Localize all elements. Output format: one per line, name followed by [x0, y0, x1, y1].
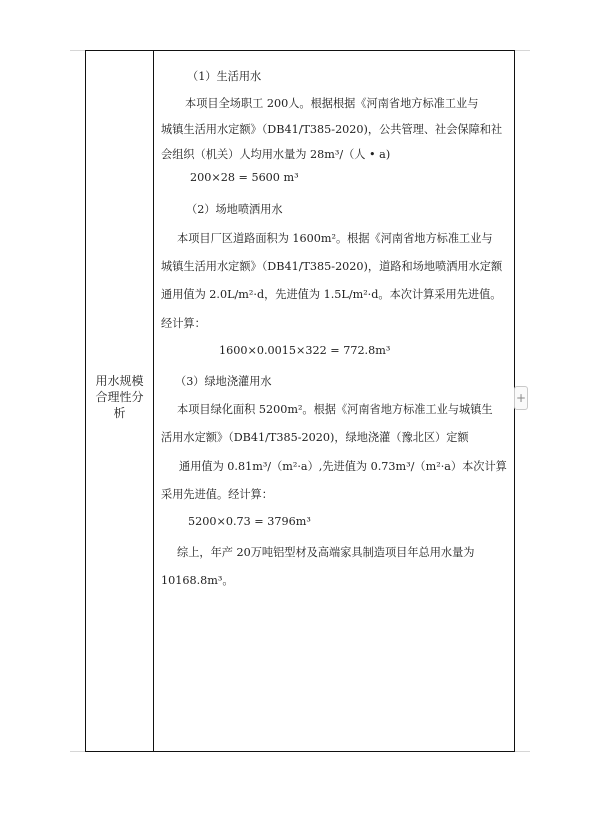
paragraph-line: 采用先进值。经计算：: [161, 488, 273, 501]
add-page-handle[interactable]: +: [514, 386, 528, 410]
column-divider: [153, 51, 154, 751]
summary-line: 10168.8m³。: [161, 574, 234, 587]
section-heading-green-irrigation: （3）绿地浇灌用水: [175, 375, 272, 388]
paragraph-line: 本项目绿化面积 5200m²。根据《河南省地方标准工业与城镇生: [177, 403, 493, 416]
summary-line: 综上，年产 20万吨铝型材及高端家具制造项目年总用水量为: [177, 546, 475, 559]
row-label-water-scale: [86, 373, 153, 421]
row-label-line-1: 用水规模: [95, 374, 144, 388]
paragraph-line: 经计算：: [161, 317, 206, 330]
row-label-line-2: 合理性分: [95, 390, 144, 404]
formula-green-irrigation: 5200×0.73 = 3796m³: [188, 515, 311, 528]
paragraph-line: 通用值为 2.0L/m²·d，先进值为 1.5L/m²·d。本次计算采用先进值。: [161, 288, 502, 301]
paragraph-line: 城镇生活用水定额》（DB41/T385-2020)，道路和场地喷洒用水定额: [161, 260, 503, 273]
row-label-line-3: 析: [113, 406, 126, 420]
paragraph-line: 城镇生活用水定额》（DB41/T385-2020)，公共管理、社会保障和社: [161, 123, 503, 136]
paragraph-line: 会组织（机关）人均用水量为 28m³/（人 • a): [161, 148, 391, 161]
section-heading-site-spraying: （2）场地喷洒用水: [186, 203, 283, 216]
section-heading-domestic-water: （1）生活用水: [187, 70, 262, 83]
formula-site-spraying: 1600×0.0015×322 = 772.8m³: [219, 344, 391, 357]
paragraph-line: 本项目全场职工 200人。根据根据《河南省地方标准工业与: [185, 97, 479, 110]
formula-domestic: 200×28 = 5600 m³: [190, 171, 299, 184]
paragraph-line: 活用水定额》（DB41/T385-2020)，绿地浇灌（豫北区）定额: [161, 431, 469, 444]
paragraph-line: 本项目厂区道路面积为 1600m²。根据《河南省地方标准工业与: [177, 232, 493, 245]
paragraph-line: 通用值为 0.81m³/（m²·a）,先进值为 0.73m³/（m²·a）本次计算: [179, 460, 507, 473]
